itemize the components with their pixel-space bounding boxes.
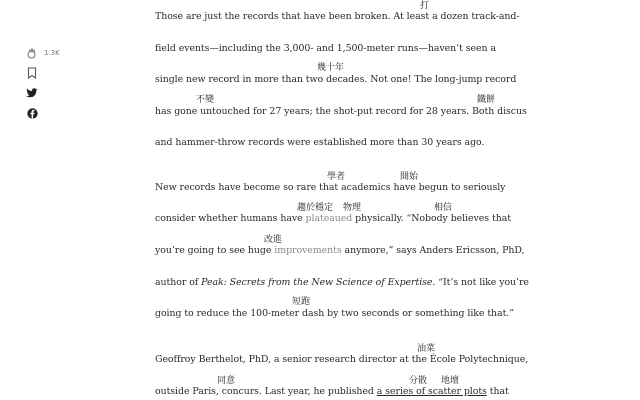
p2-line-3-c: anymore,” says Anders Ericsson, PhD,	[341, 245, 525, 256]
p1-line-5: and hammer-throw records were established more than 30 years ago.	[155, 137, 485, 148]
clap-icon[interactable]	[24, 46, 38, 60]
p2-line-1: New records have become so rare that academics have begun to seriously	[155, 182, 506, 193]
anno-quyuwending: 趨於穩定	[297, 203, 334, 213]
p2-line-4-c: . “It’s not like you’re	[432, 277, 529, 288]
anno-jishinian: 幾十年	[317, 63, 345, 73]
anno-duanpao: 短跑	[292, 297, 311, 307]
p2-line-4-a: author of	[155, 277, 202, 288]
p3-line-2	[155, 386, 509, 398]
p3-line-1: Geoffroy Berthelot, PhD, a senior research director at the École Polytechnique,	[155, 354, 529, 365]
anno-da: 打	[420, 1, 430, 11]
p2-line-3-a: you’re going to see huge	[155, 245, 275, 256]
p2-line-5: going to reduce the 100-meter dash by two seconds or something like that.”	[155, 308, 514, 319]
anno-ditan: 地壇	[441, 376, 460, 386]
anno-youcai: 油菜	[417, 344, 436, 354]
anno-gaijin: 改進	[264, 235, 283, 245]
p1-line-4: has gone untouched for 27 years; the shot-put record for 28 years. Both discus	[155, 106, 527, 117]
scatter-plots-link[interactable]: a series of scatter plots	[376, 386, 487, 397]
p2-line-2-a: consider whether humans have	[155, 213, 306, 224]
p2-line-3	[155, 245, 524, 257]
anno-kaishi: 開始	[400, 172, 419, 182]
clap-count: 1.3K	[44, 49, 60, 57]
p2-line-4	[155, 277, 529, 289]
clap-action[interactable]	[24, 44, 60, 62]
book-title: Peak: Secrets from the New Science of Expertise	[201, 277, 433, 288]
p1-line-2: field events—including the 3,000- and 1,500-meter runs—haven’t seen a	[155, 43, 496, 54]
bookmark-icon[interactable]	[25, 66, 39, 80]
p1-line-3: single new record in more than two decades. Not one! The long-jump record	[155, 74, 517, 85]
p1-line-1: Those are just the records that have been broken. At least a dozen track-and-	[155, 11, 520, 22]
p2-word-plateaued: plateaued	[305, 213, 353, 224]
twitter-icon[interactable]	[25, 86, 39, 100]
p2-line-2-c: physically. “Nobody believes that	[352, 213, 511, 224]
anno-wuli: 物理	[343, 203, 362, 213]
anno-tiebing: 鐵餅	[477, 95, 496, 105]
p2-word-improvements: improvements	[274, 245, 342, 256]
anno-bubian: 不變	[196, 95, 215, 105]
anno-fensan: 分散	[409, 376, 428, 386]
anno-tongyi: 同意	[217, 376, 236, 386]
p3-line-2-a: outside Paris, concurs. Last year, he published	[155, 386, 377, 397]
anno-xuezhe: 學者	[327, 172, 346, 182]
facebook-icon[interactable]	[25, 106, 39, 120]
p3-line-2-c: that	[486, 386, 509, 397]
anno-xiangxin: 相信	[434, 203, 453, 213]
p2-line-2	[155, 213, 511, 225]
